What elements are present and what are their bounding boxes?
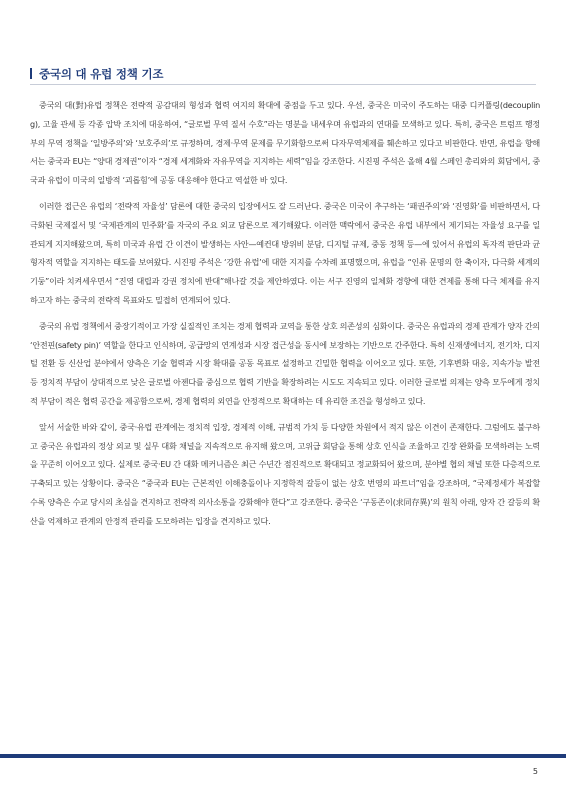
section-title: 중국의 대 유럽 정책 기조 (39, 67, 164, 81)
paragraph-1: 중국의 대(對)유럽 정책은 전략적 공감대의 형성과 협력 여지의 확대에 중점을 두고 있다. 우선, 중국은 미국이 주도하는 대중 디커플링(decoupling), 고율 관세 등 각종 압박 조치에 대응하여, “글로벌 무역 질서 수호”라는 명분을 내세우며 유럽과의 연대를 모색하고 있다. 특히, 중국은 트럼프 행정부의 무역 정책을 ‘일방주의’와 ‘보호주의’로 규정하며, 경제·무역 문제를 무기화함으로써 다자무역체제를 훼손하고 있다고 비판한다. 반면, 유럽을 향해서는 중국과 EU는 “양대 경제권”이자 “경제 세계화와 자유무역을 지지하는 세력”임을 강조한다. 시진핑 주석은 올해 4월 스페인 총리와의 회담에서, 중국과 유럽이 미국의 일방적 ‘괴롭힘’에 공동 대응해야 한다고 역설한 바 있다. (30, 100, 540, 186)
paragraph-2: 이러한 접근은 유럽의 ‘전략적 자율성’ 담론에 대한 중국의 입장에서도 잘 드러난다. 중국은 미국이 추구하는 ‘패권주의’와 ‘진영화’를 비판하면서, 다극화된 국제질서 및 ‘국제관계의 민주화’를 자국의 주요 외교 담론으로 제기해왔다. 이러한 맥락에서 중국은 유럽 내부에서 제기되는 자율성 요구를 일관되게 지지해왔으며, 특히 미국과 유럽 간 이견이 발생하는 사안—예컨대 방위비 분담, 디지털 규제, 중동 정책 등—에 있어서 유럽의 독자적 판단과 균형자적 역할을 지지하는 태도를 보여왔다. 시진핑 주석은 ‘강한 유럽’에 대한 지지를 수차례 표명했으며, 유럽을 “인류 문명의 한 축이자, 다극화 세계의 기둥”이라 치켜세우면서 “진영 대립과 강권 정치에 반대”해나갈 것을 제안하였다. 이는 서구 진영의 일체화 경향에 대한 견제를 통해 다극 체제를 유지하고자 하는 중국의 전략적 목표와도 밀접히 연계되어 있다. (30, 200, 540, 305)
paragraph-4: 앞서 서술한 바와 같이, 중국·유럽 관계에는 정치적 입장, 경제적 이해, 규범적 가치 등 다양한 차원에서 적지 않은 이견이 존재한다. 그럼에도 불구하고 중국은 유럽과의 정상 외교 및 실무 대화 채널을 지속적으로 유지해 왔으며, 고위급 회담을 통해 상호 인식을 조율하고 긴장 완화를 모색하려는 노력을 꾸준히 이어오고 있다. 실제로 중국·EU 간 대화 메커니즘은 최근 수년간 점진적으로 확대되고 정교화되어 왔으며, 분야별 협의 채널 또한 다층적으로 구축되고 있는 상황이다. 중국은 “중국과 EU는 근본적인 이해충돌이나 지정학적 갈등이 없는 상호 번영의 파트너”임을 강조하며, “국제정세가 복잡할수록 양측은 수교 당시의 초심을 견지하고 전략적 의사소통을 강화해야 한다”고 강조한다. 중국은 ‘구동존이(求同存異)’의 원칙 아래, 양자 간 갈등의 확산을 억제하고 관계의 안정적 관리를 도모하려는 입장을 견지하고 있다. (30, 421, 540, 526)
heading-bar-marker (30, 68, 32, 79)
paragraph-3: 중국의 유럽 정책에서 중장기적이고 가장 실질적인 조치는 경제 협력과 교역을 통한 상호 의존성의 심화이다. 중국은 유럽과의 경제 관계가 양자 간의 ‘안전핀(safety pin)’ 역할을 한다고 인식하며, 공급망의 연계성과 시장 접근성을 동시에 보장하는 기반으로 간주한다. 특히 신재생에너지, 전기차, 디지털 전환 등 신산업 분야에서 양측은 기술 협력과 시장 확대를 공동 목표로 설정하고 긴밀한 협력을 이어오고 있다. 또한, 기후변화 대응, 지속가능 발전 등 정치적 부담이 상대적으로 낮은 글로벌 아젠다를 중심으로 협력 기반을 확장하려는 시도도 지속되고 있다. 이러한 글로벌 의제는 양측 모두에게 정치적 부담이 적은 협력 공간을 제공함으로써, 경제 협력의 외연을 안정적으로 확대하는 데 유리한 조건을 형성하고 있다. (30, 320, 540, 406)
body-text (30, 96, 540, 538)
footer-rule (0, 754, 566, 758)
heading-divider (30, 84, 536, 85)
section-heading (30, 66, 163, 82)
page-number: 5 (532, 767, 538, 776)
